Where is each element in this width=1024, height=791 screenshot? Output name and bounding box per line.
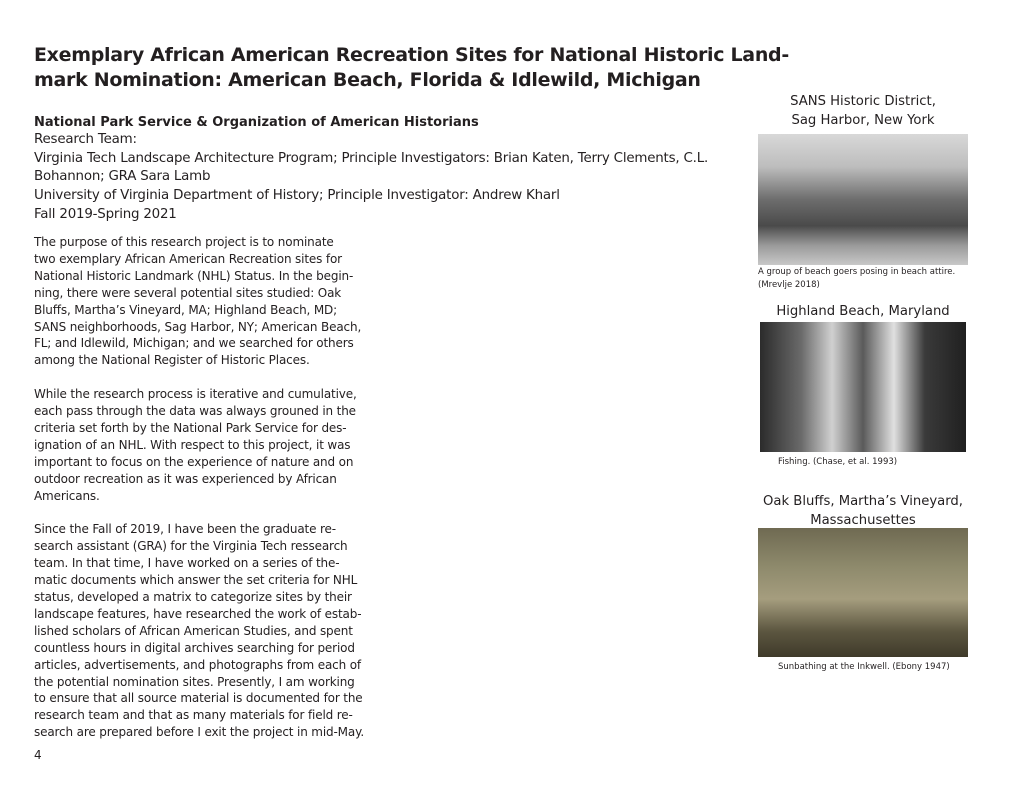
- body-line: search assistant (GRA) for the Virginia Tech ressearch: [34, 539, 348, 554]
- body-line: SANS neighborhoods, Sag Harbor, NY; American Beach,: [34, 319, 362, 334]
- body-text: [34, 234, 374, 741]
- body-line: criteria set forth by the National Park Service for des-: [34, 420, 347, 435]
- body-line: important to focus on the experience of nature and on: [34, 454, 354, 469]
- body-line: each pass through the data was always grouned in the: [34, 404, 356, 419]
- figure-caption: [778, 661, 950, 674]
- team-line: Fall 2019-Spring 2021: [34, 206, 177, 222]
- photo-fishing: [760, 322, 966, 452]
- page-number: 4: [34, 748, 42, 762]
- body-line: The purpose of this research project is to nominate: [34, 235, 334, 249]
- heading-line: Sag Harbor, New York: [791, 112, 935, 128]
- body-line: countless hours in digital archives searching for period: [34, 640, 355, 655]
- team-line: University of Virginia Department of History; Principle Investigator: Andrew Kharl: [34, 188, 560, 204]
- team-line: Virginia Tech Landscape Architecture Program; Principle Investigators: Brian Katen, Terry Clements, C.L.: [34, 150, 709, 166]
- title-line: Exemplary African American Recreation Sites for National Historic Land-: [34, 44, 789, 66]
- heading-line: Massachusettes: [810, 512, 916, 528]
- body-line: two exemplary African American Recreation sites for: [34, 251, 342, 266]
- figure-heading-highland: [748, 303, 978, 322]
- body-line: status, developed a matrix to categorize sites by their: [34, 590, 352, 604]
- body-line: ignation of an NHL. With respect to this project, it was: [34, 437, 351, 452]
- body-line: matic documents which answer the set criteria for NHL: [34, 573, 358, 588]
- figure-caption: [758, 266, 955, 291]
- body-line: to ensure that all source material is documented for the: [34, 691, 363, 706]
- body-line: research team and that as many materials for field re-: [34, 708, 353, 723]
- body-line: Bluffs, Martha’s Vineyard, MA; Highland Beach, MD;: [34, 302, 338, 317]
- body-line: among the National Register of Historic Places.: [34, 353, 310, 368]
- heading-line: Highland Beach, Maryland: [776, 304, 950, 319]
- body-line: FL; and Idlewild, Michigan; and we searched for others: [34, 336, 354, 351]
- body-line: team. In that time, I have worked on a series of the-: [34, 556, 340, 571]
- body-line: search are prepared before I exit the project in mid-May.: [34, 725, 364, 740]
- body-line: Americans.: [34, 488, 100, 503]
- body-line: While the research process is iterative and cumulative,: [34, 387, 357, 402]
- photo-sunbathing: [758, 528, 968, 657]
- body-line: articles, advertisements, and photographs from each of: [34, 657, 362, 672]
- caption-line: (Mrevlje 2018): [758, 279, 820, 290]
- heading-line: Oak Bluffs, Martha’s Vineyard,: [763, 494, 963, 509]
- figure-heading-sans: [748, 93, 978, 130]
- caption-line: Sunbathing at the Inkwell. (Ebony 1947): [778, 662, 950, 672]
- figure-caption: [778, 456, 897, 469]
- team-line: Research Team:: [34, 132, 137, 147]
- paragraph-gap: [34, 504, 374, 521]
- paragraph-gap: [34, 369, 374, 386]
- body-line: landscape features, have researched the work of estab-: [34, 606, 362, 621]
- organization: National Park Service & Organization of American Historians: [34, 115, 479, 130]
- body-line: outdoor recreation as it was experienced by African: [34, 471, 337, 486]
- caption-line: A group of beach goers posing in beach attire.: [758, 267, 956, 277]
- paragraph: [34, 521, 374, 741]
- paragraph: [34, 386, 374, 504]
- body-line: ning, there were several potential sites studied: Oak: [34, 285, 342, 300]
- page-title: [34, 43, 789, 93]
- team-line: Bohannon; GRA Sara Lamb: [34, 169, 211, 185]
- body-line: the potential nomination sites. Presently, I am working: [34, 674, 355, 689]
- body-line: lished scholars of African American Studies, and spent: [34, 623, 353, 638]
- body-line: National Historic Landmark (NHL) Status. In the begin-: [34, 268, 354, 283]
- research-team: [34, 131, 708, 225]
- body-line: Since the Fall of 2019, I have been the graduate re-: [34, 522, 336, 537]
- title-line: mark Nomination: American Beach, Florida & Idlewild, Michigan: [34, 69, 701, 91]
- figure-heading-oak-bluffs: [748, 493, 978, 530]
- paragraph: [34, 234, 374, 369]
- heading-line: SANS Historic District,: [790, 94, 936, 109]
- caption-line: Fishing. (Chase, et al. 1993): [778, 457, 898, 467]
- photo-beach-goers: [758, 134, 968, 265]
